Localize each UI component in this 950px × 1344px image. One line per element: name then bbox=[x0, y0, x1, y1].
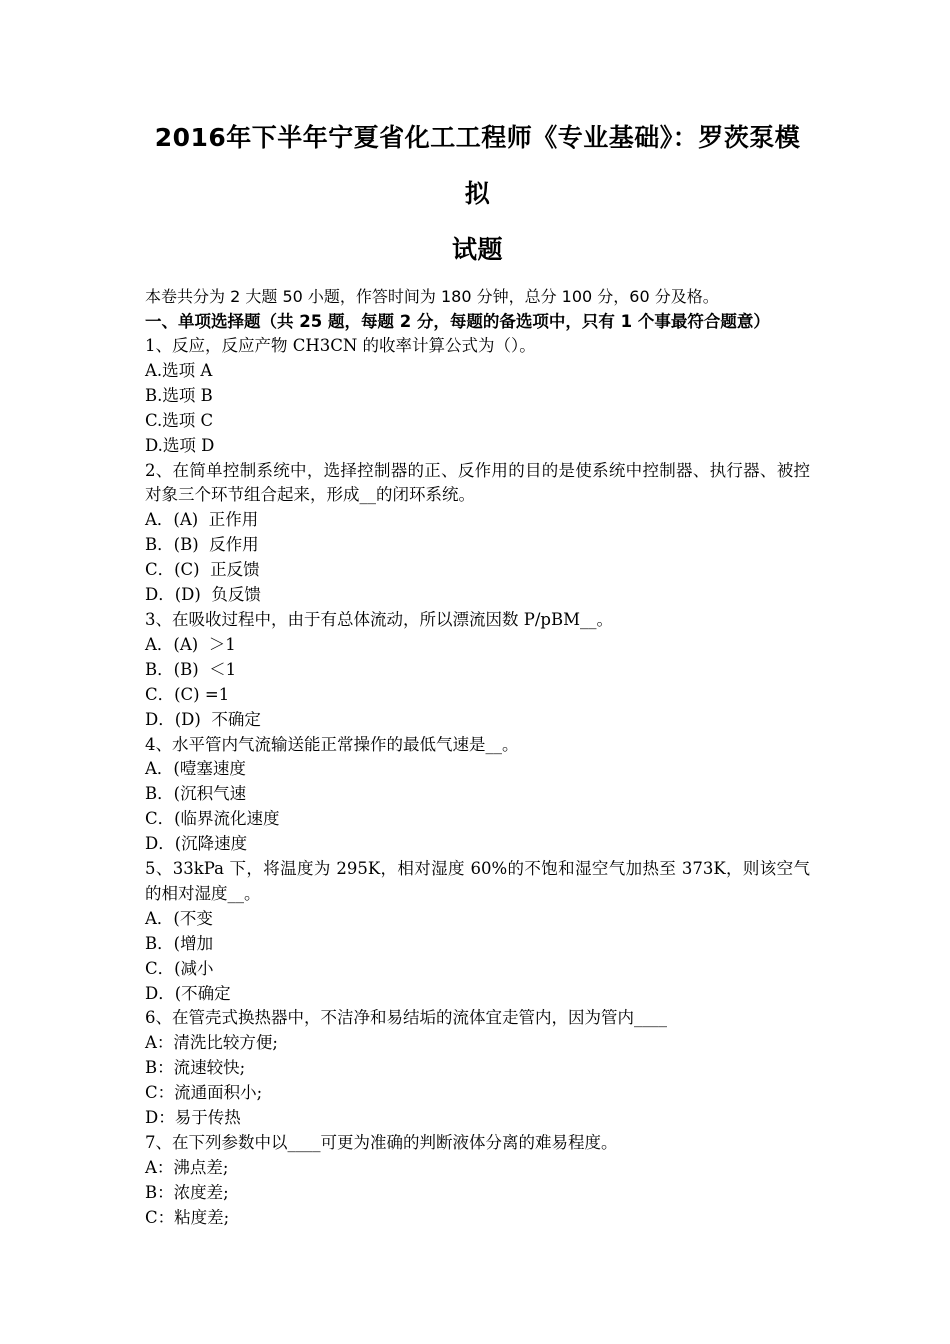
option-a: A．(A) 正作用 bbox=[145, 510, 259, 530]
document-title bbox=[145, 110, 810, 278]
option-c: C.选项 C bbox=[145, 410, 214, 430]
option-a: A：沸点差; bbox=[145, 1157, 229, 1177]
option-d: D.选项 D bbox=[145, 435, 215, 455]
option-d: D．(D) 不确定 bbox=[145, 709, 261, 729]
option-c: C．(临界流化速度 bbox=[145, 809, 280, 829]
exam-intro: 本卷共分为 2 大题 50 小题，作答时间为 180 分钟，总分 100 分，60 分及格。 bbox=[145, 287, 719, 306]
option-b: B．(B) ＜1 bbox=[145, 659, 237, 679]
option-c: C．(减小 bbox=[145, 958, 214, 978]
option-a: A：清洗比较方便; bbox=[145, 1033, 278, 1053]
option-b: B．(B) 反作用 bbox=[145, 535, 259, 555]
question-4 bbox=[145, 733, 810, 858]
question-stem: 3、在吸收过程中，由于有总体流动，所以漂流因数 P/pBM__。 bbox=[145, 609, 613, 629]
question-6 bbox=[145, 1006, 810, 1131]
question-2 bbox=[145, 459, 810, 608]
question-stem: 4、水平管内气流输送能正常操作的最低气速是__。 bbox=[145, 734, 519, 754]
option-b: B：流速较快; bbox=[145, 1058, 246, 1078]
option-b: B.选项 B bbox=[145, 385, 213, 405]
question-stem: 1、反应，反应产物 CH3CN 的收率计算公式为（）。 bbox=[145, 336, 536, 355]
option-d: D．(沉降速度 bbox=[145, 834, 248, 854]
option-c: C．(C) 正反馈 bbox=[145, 560, 260, 580]
document-page bbox=[145, 110, 810, 1231]
option-a: A．(不变 bbox=[145, 908, 213, 928]
option-c: C：流通面积小; bbox=[145, 1083, 263, 1103]
option-d: D：易于传热 bbox=[145, 1108, 241, 1128]
question-stem: 5、33kPa 下，将温度为 295K，相对湿度 60%的不饱和湿空气加热至 373K，则该空气的相对湿度__。 bbox=[145, 859, 810, 903]
option-c: C：粘度差; bbox=[145, 1207, 230, 1227]
title-line-1: 2016年下半年宁夏省化工工程师《专业基础》：罗茨泵模拟 bbox=[154, 123, 801, 208]
question-stem: 7、在下列参数中以____可更为准确的判断液体分离的难易程度。 bbox=[145, 1133, 618, 1152]
title-line-2: 试题 bbox=[451, 235, 503, 264]
question-1 bbox=[145, 334, 810, 459]
question-list bbox=[145, 334, 810, 1231]
option-a: A．(噎塞速度 bbox=[145, 759, 246, 779]
option-a: A．(A) ＞1 bbox=[145, 634, 236, 654]
option-b: B：浓度差; bbox=[145, 1182, 229, 1202]
option-c: C．(C) =1 bbox=[145, 684, 230, 704]
question-5 bbox=[145, 857, 810, 1006]
option-b: B．(沉积气速 bbox=[145, 784, 247, 804]
question-stem: 6、在管壳式换热器中，不洁净和易结垢的流体宜走管内，因为管内____ bbox=[145, 1008, 667, 1028]
question-3 bbox=[145, 608, 810, 733]
section-heading: 一、单项选择题（共 25 题，每题 2 分，每题的备选项中，只有 1 个事最符合题意） bbox=[145, 312, 770, 331]
option-b: B．(增加 bbox=[145, 933, 214, 953]
option-d: D．(不确定 bbox=[145, 983, 231, 1003]
question-7 bbox=[145, 1131, 810, 1231]
question-stem: 2、在简单控制系统中，选择控制器的正、反作用的目的是使系统中控制器、执行器、被控对象三个环节组合起来，形成__的闭环系统。 bbox=[145, 460, 810, 505]
option-a: A.选项 A bbox=[145, 360, 213, 380]
option-d: D．(D) 负反馈 bbox=[145, 585, 261, 605]
